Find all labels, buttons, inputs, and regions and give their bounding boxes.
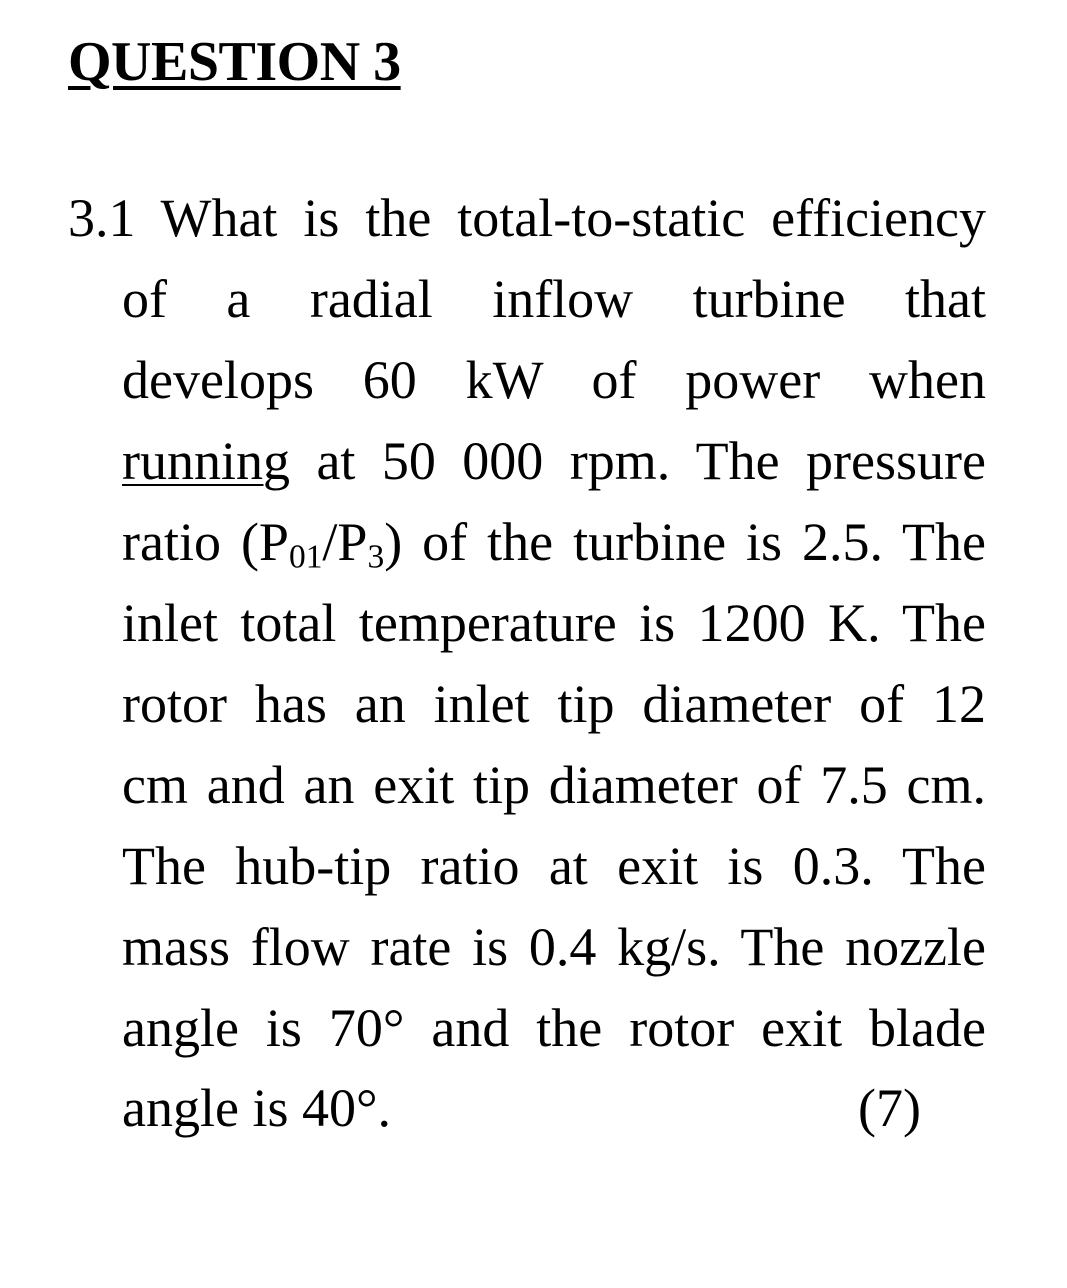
question-line-10: mass flow rate is 0.4 kg/s. The nozzle	[122, 917, 986, 977]
question-marks: (7)	[858, 1078, 921, 1138]
question-line-11: angle is 70° and the rotor exit blade	[122, 998, 986, 1058]
question-line-2: of a radial inflow turbine that	[122, 269, 986, 329]
question-line-5	[122, 512, 986, 576]
underlined-word: running	[122, 431, 290, 491]
question-line-8: cm and an exit tip diameter of 7.5 cm.	[122, 755, 986, 815]
question-line-12: angle is 40°.	[122, 1078, 392, 1138]
question-line-9: The hub-tip ratio at exit is 0.3. The	[122, 836, 986, 896]
question-heading: QUESTION 3	[68, 31, 401, 93]
question-number: 3.1	[68, 188, 136, 248]
ratio-suffix: ) of the turbine is 2.5. The	[384, 512, 986, 572]
line-4-rest: at 50 000 rpm. The pressure	[290, 431, 986, 491]
question-line-1	[68, 188, 986, 248]
question-line-6: inlet total temperature is 1200 K. The	[122, 593, 986, 653]
question-line-3: develops 60 kW of power when	[122, 350, 986, 410]
question-text: What is the total-to-static efficiency	[160, 188, 986, 248]
subscript-01: 01	[288, 538, 323, 576]
subscript-3: 3	[367, 538, 385, 576]
ratio-prefix: ratio (P	[122, 512, 289, 572]
question-line-4	[122, 431, 986, 491]
ratio-mid: /P	[322, 512, 368, 572]
question-line-7: rotor has an inlet tip diameter of 12	[122, 674, 986, 734]
